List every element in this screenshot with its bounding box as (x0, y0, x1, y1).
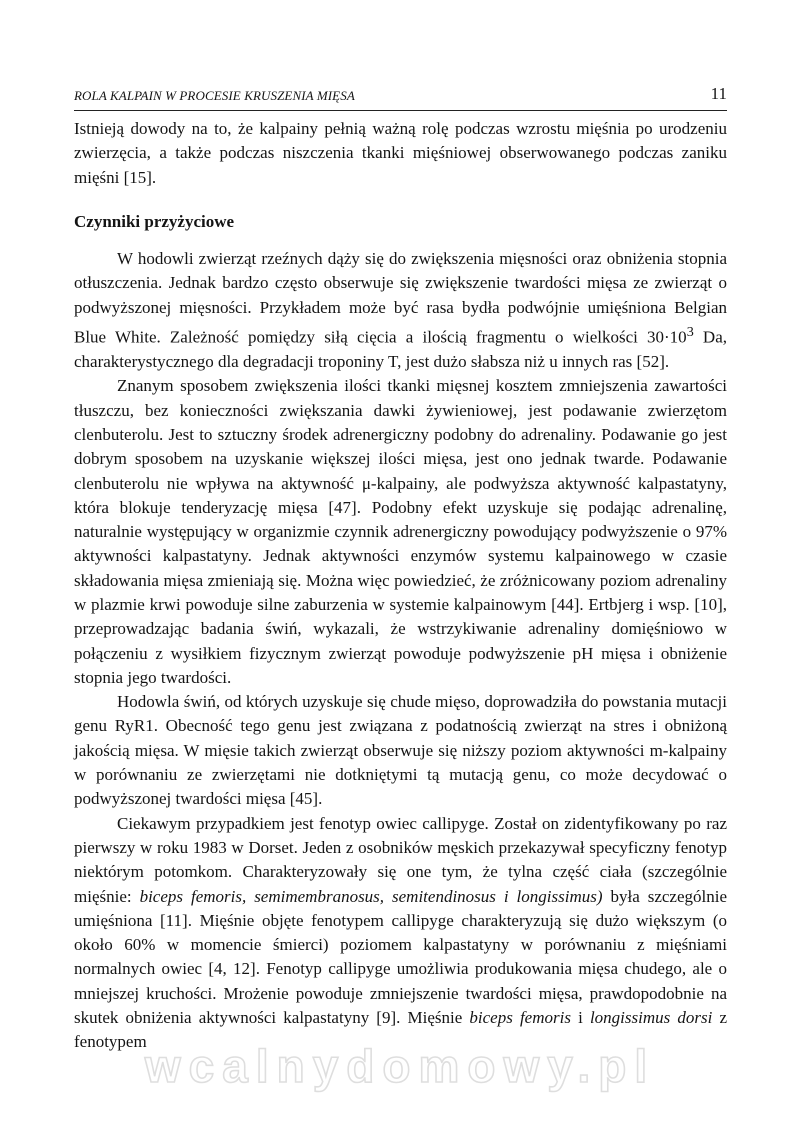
muscle-name-italic-3: longissimus dorsi (589, 1008, 713, 1028)
paragraph-4-text-a: Ciekawym przypadkiem jest fenotyp owiec callipyge. Został on zidentyfikowany po raz pierwszy w roku 1983 w Dorset. Jeden z osobników męskich przekazywał specyficzny fenotyp niektórym potomkom. Charakteryzowały się one tym, że tylna część ciała (szczególnie mięśnie: (74, 813, 727, 906)
watermark-text: wcalnydomowy.pl (144, 1040, 656, 1092)
paragraph-1-text-b: Da, charakterystycznego dla degradacji troponiny T, jest dużo słabsza niż u innych ras [52]. (74, 327, 728, 372)
paragraph-4-text-c: i (570, 1008, 590, 1028)
section-heading: Czynniki przyżyciowe (74, 211, 235, 231)
body-text (74, 117, 727, 1055)
paragraph-1-text-a: W hodowli zwierząt rzeźnych dąży się do zwiększenia mięsności oraz obniżenia stopnia otłuszczenia. Jednak bardzo często obserwuje się zwiększenie twardości mięsa ze zwierząt o podwyższonej mięsności. Przykładem może być rasa bydła podwójnie umięśniona Belgian Blue White. Zależność pomiędzy siłą cięcia a ilością fragmentu o wielkości 30·10 (74, 249, 727, 347)
paragraph-4-text-b: była szczególnie umięśniona [11]. Mięśnie objęte fenotypem callipyge charakteryzują się dużo większym (o około 60% w momencie śmierci) poziomem kalpastatyny w porównaniu z mięśniami normalnych owiec [4, 12]. Fenotyp callipyge umożliwia produkowania mięsa chudego, ale o mniejszej kruchości. Mrożenie powoduje zmniejszenie twardości mięsa, prawdopodobnie na skutek obniżenia aktywności kalpastatyny [9]. Mięśnie (74, 886, 728, 1028)
watermark (80, 1040, 720, 1096)
intro-paragraph: Istnieją dowody na to, że kalpainy pełnią ważną rolę podczas wzrostu mięśnia po urodzeniu zwierzęcia, a także podczas niszczenia tkanki mięśniowej obserwowanego podczas zaniku mięśni [15]. (74, 119, 727, 187)
page-header (74, 84, 727, 108)
paragraph-4-text-d: z fenotypem (74, 1008, 727, 1052)
muscle-names-italic: biceps femoris, semimembranosus, semitendinosus i longissimus) (139, 886, 603, 906)
running-title: ROLA KALPAIN W PROCESIE KRUSZENIA MIĘSA (74, 88, 355, 103)
paragraph-4 (74, 812, 727, 1055)
paragraph-2: Znanym sposobem zwiększenia ilości tkanki mięsnej kosztem zmniejszenia zawartości tłuszczu, bez konieczności zwiększania dawki żywieniowej, jest podawanie zwierzętom clenbuterolu. Jest to sztuczny środek adrenergiczny podobny do adrenaliny. Podawanie go jest dobrym sposobem na uzyskanie większej ilości mięsa, jest ono jednak twarde. Podawanie clenbuterolu nie wpływa na aktywność μ-kalpainy, ale podwyższa aktywność kalpastatyny, która blokuje tenderyzację mięsa [47]. Podobny efekt uzyskuje się podając adrenalinę, naturalnie występujący w organizmie czynnik adrenergiczny powodujący podwyższenie o 97% aktywności kalpastatyny. Jednak aktywności enzymów systemu kalpainowego w czasie składowania mięsa zmieniają się. Można więc powiedzieć, że zróżnicowany poziom adrenaliny w plazmie krwi powoduje silne zaburzenia w systemie kalpainowym [44]. Ertbjerg i wsp. [10], przeprowadzając badania świń, wykazali, że wstrzykiwanie adrenaliny domięśniowo w połączeniu z wysiłkiem fizycznym zwierząt powoduje podwyższenie pH mięsa i obniżenie stopnia jego twardości. (74, 376, 727, 687)
page-number: 11 (710, 84, 727, 103)
header-rule (74, 110, 727, 111)
paragraph-3: Hodowla świń, od których uzyskuje się chude mięso, doprowadziła do powstania mutacji genu RyR1. Obecność tego genu jest związana z podatnością zwierząt na stres i obniżoną jakością mięsa. W mięsie takich zwierząt obserwuje się niższy poziom aktywności m-kalpainy w porównaniu ze zwierzętami nie dotkniętymi tą mutacją genu, co może decydować o podwyższonej twardości mięsa [45]. (74, 692, 727, 809)
muscle-name-italic-2: biceps femoris (469, 1008, 571, 1028)
superscript-exponent: 3 (686, 324, 694, 341)
paragraph-1 (74, 247, 727, 374)
